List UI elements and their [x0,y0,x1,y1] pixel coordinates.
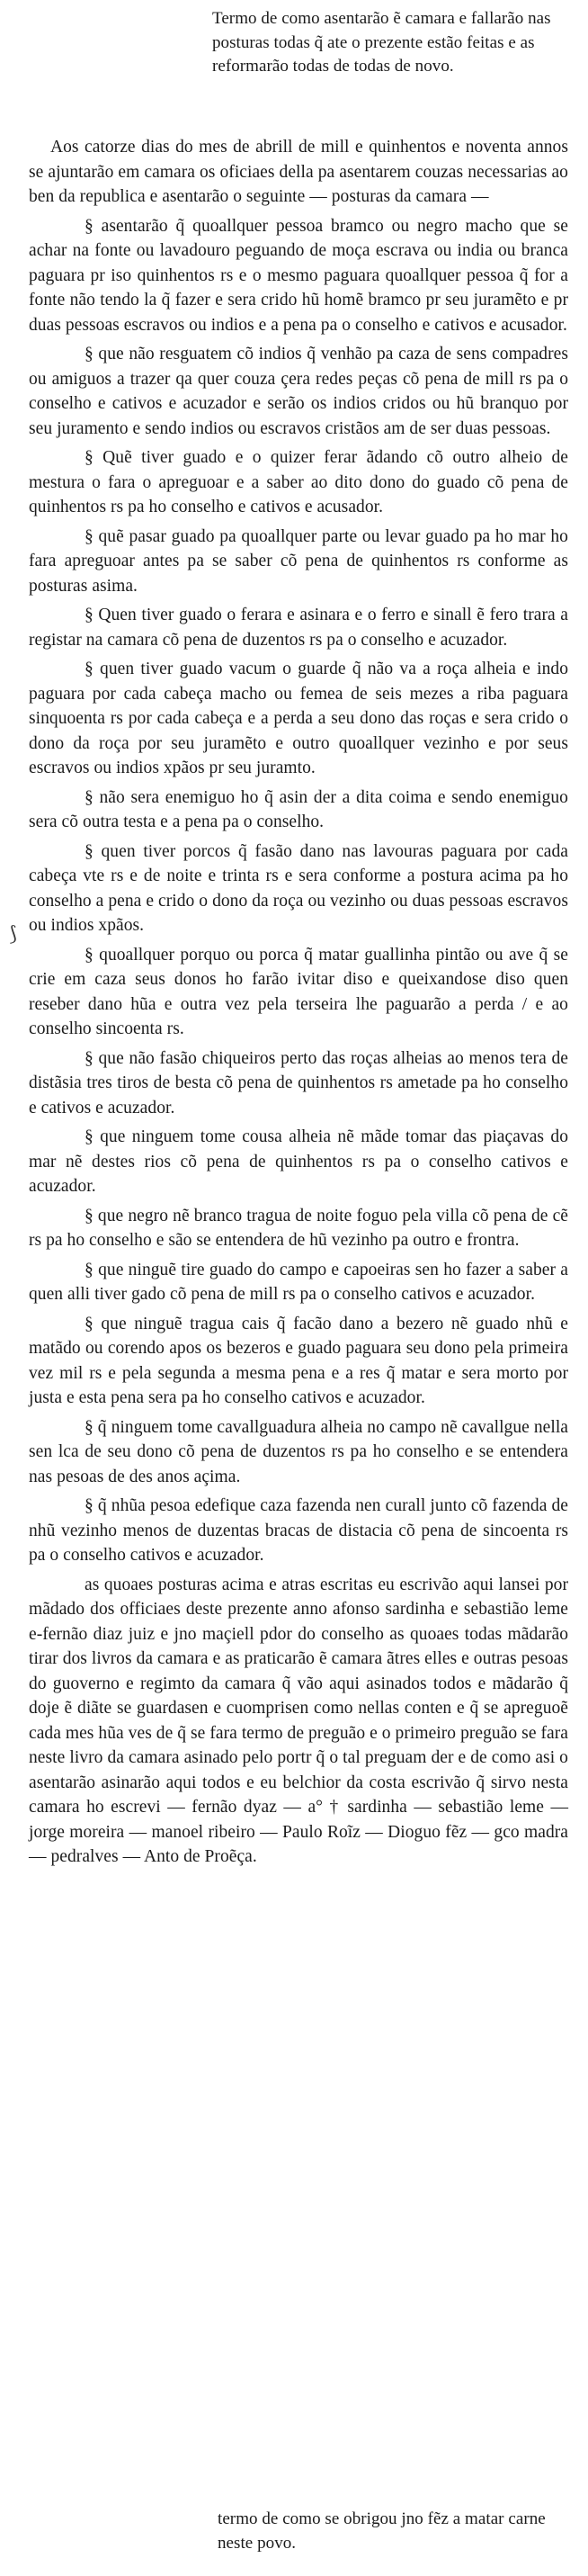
paragraph-closing: as quoaes posturas acima e atras escritas eu escrivão aqui lansei por mãdado dos officiaes deste prezente anno afonso sardinha e sebastião leme e-fernão diaz juiz e jno maçiell pdor do conselho as quoaes todas mãdarão tirar dos livros da camara e as praticarão ẽ camara ãtres elles e outras pesoas do guoverno e regimto da camara q̃ vão aqui asinados todos e mãdarão q̃ doje ẽ diãte se guardasen e cuomprisen como nellas conten e q̃ se apreguoẽ cada mes hũa ves de q̃ se fara termo de preguão e o primeiro preguão se fara neste livro da camara asinado pelo portr q̃ o tal preguam der e de como asi o asentarão asinarão aqui todos e eu belchior da costa escrivão q̃ sirvo nesta camara ho escrevi — fernão dyaz — a° † sardinha — sebastião leme — jorge moreira — manoel ribeiro — Paulo Roĩz — Dioguo fẽz — gco madra — pedralves — Anto de Proẽça. [29,1575,568,1866]
paragraph: § que não resguatem cõ indios q̃ venhão pa caza de sens compadres ou amiguos a trazer qa quer couza çera redes peças cõ pena de mill rs pa o conselho e cativos e acuzador e serão os indios cridos ou hũ branquo por seu juramento e sendo indios ou escravos cristãos am de ser duas pessoas. [29,345,568,438]
footer-text: termo de como se obrigou jno fẽz a matar carne neste povo. [218,2509,546,2553]
title-text: Termo de como asentarão ẽ camara e fallarão nas posturas todas q̃ ate o prezente estão feitas e as reformarão todas de todas de novo. [212,9,551,76]
paragraph: § quoallquer porquo ou porca q̃ matar guallinha pintão ou ave q̃ se crie em caza seus donos ho farão ivitar diso e queixandose diso quen reseber dano hũa e outra vez pela terseira lhe paguarão a perda / e ao conselho sincoenta rs. [29,945,568,1038]
paragraph: § Quen tiver guado o ferara e asinara e o ferro e sinall ẽ fero trara a registar na camara cõ pena de duzentos rs pa o conselho e acuzador. [29,606,568,650]
paragraph: § que ninguem tome cousa alheia nẽ mãde tomar das piaçavas do mar nẽ destes rios cõ pena de quinhentos rs pa o conselho cativos e acuzador. [29,1127,568,1196]
paragraph: § q̃ ninguem tome cavallguadura alheia no campo nẽ cavallgue nella sen lca de seu dono cõ pena de duzentos rs pa ho conselho e se entendera nas pesoas de des anos açima. [29,1417,568,1486]
document-title [212,7,572,79]
paragraph: § que ninguẽ tire guado do campo e capoeiras sen ho fazer a saber a quen alli tiver gado cõ pena de mill rs pa o conselho cativos e acuzador. [29,1260,568,1304]
paragraph: § Quẽ tiver guado e o quizer ferar ãdando cõ outro alheio de mestura o fara o apreguoar e a saber ao dito dono do guado cõ pena de quinhentos rs pa ho conselho e cativos e acusador. [29,448,568,516]
document-body [29,135,568,1874]
paragraph: § que negro nẽ branco tragua de noite foguo pela villa cõ pena de cẽ rs pa ho conselho e são se entendera de hũ vezinho pa outro e frontra. [29,1206,568,1250]
margin-mark-icon: ⟆ [9,922,17,945]
paragraph: § quen tiver guado vacum o guarde q̃ não va a roça alheia e indo paguara por cada cabeça macho ou femea de seis mezes a riba paguara sinquoenta rs por cada cabeça e a perda a seu dono das roças e sera crido o dono da roça por seu juramẽto e outro quoallquer vezinho e por seus escravos ou indios xpãos pr seu juramto. [29,660,568,777]
paragraph: § não sera enemiguo ho q̃ asin der a dita coima e sendo enemiguo sera cõ outra testa e a pena pa o conselho. [29,787,568,831]
paragraph: § quen tiver porcos q̃ fasão dano nas lavouras paguara por cada cabeça vte rs e de noite e trinta rs e sera conforme a postura acima pa ho conselho a pena e crido o dono da roça ou vezinho ou duas pessoas escravos ou indios xpãos. [29,841,568,935]
paragraph: § q̃ nhũa pesoa edefique caza fazenda nen curall junto cõ fazenda de nhũ vezinho menos de duzentas bracas de distacia cõ pena de sincoenta rs pa o conselho cativos e acuzador. [29,1496,568,1565]
paragraph: § asentarão q̃ quoallquer pessoa bramco ou negro macho que se achar na fonte ou lavadouro peguando de moça escrava ou india ou branca paguara pr iso quinhentos rs e o mesmo paguara quoallquer pessoa q̃ for a fonte não tendo la q̃ fazer e sera crido hũ homẽ bramco pr seu juramẽto e pr duas pessoas escravos ou indios e a pena pa o conselho e cativos e acusador. [29,216,568,335]
paragraph-opening: Aos catorze dias do mes de abrill de mill e quinhentos e noventa annos se ajuntarão em camara os oficiaes della pa asentarem couzas necessarias ao ben da republica e asentarão o seguinte — posturas da camara — [29,138,568,206]
document-footer [218,2507,559,2555]
paragraph: § que ninguẽ tragua cais q̃ facão dano a bezero nẽ guado nhũ e matãdo ou corendo apos os bezeros e guado paguara seu dono pela primeira vez mil rs e pela segunda a mesma pena e a res q̃ matar e sera morto por justa e esta pena sera pa ho conselho cativos e acuzador. [29,1314,568,1407]
paragraph: § quẽ pasar guado pa quoallquer parte ou levar guado pa ho mar ho fara apreguoar antes pa se saber cõ pena de quinhentos rs conforme as posturas asima. [29,526,568,596]
paragraph: § que não fasão chiqueiros perto das roças alheias ao menos tera de distãsia tres tiros de besta cõ pena de quinhentos rs ametade pa ho conselho e cativos e acuzador. [29,1048,568,1117]
